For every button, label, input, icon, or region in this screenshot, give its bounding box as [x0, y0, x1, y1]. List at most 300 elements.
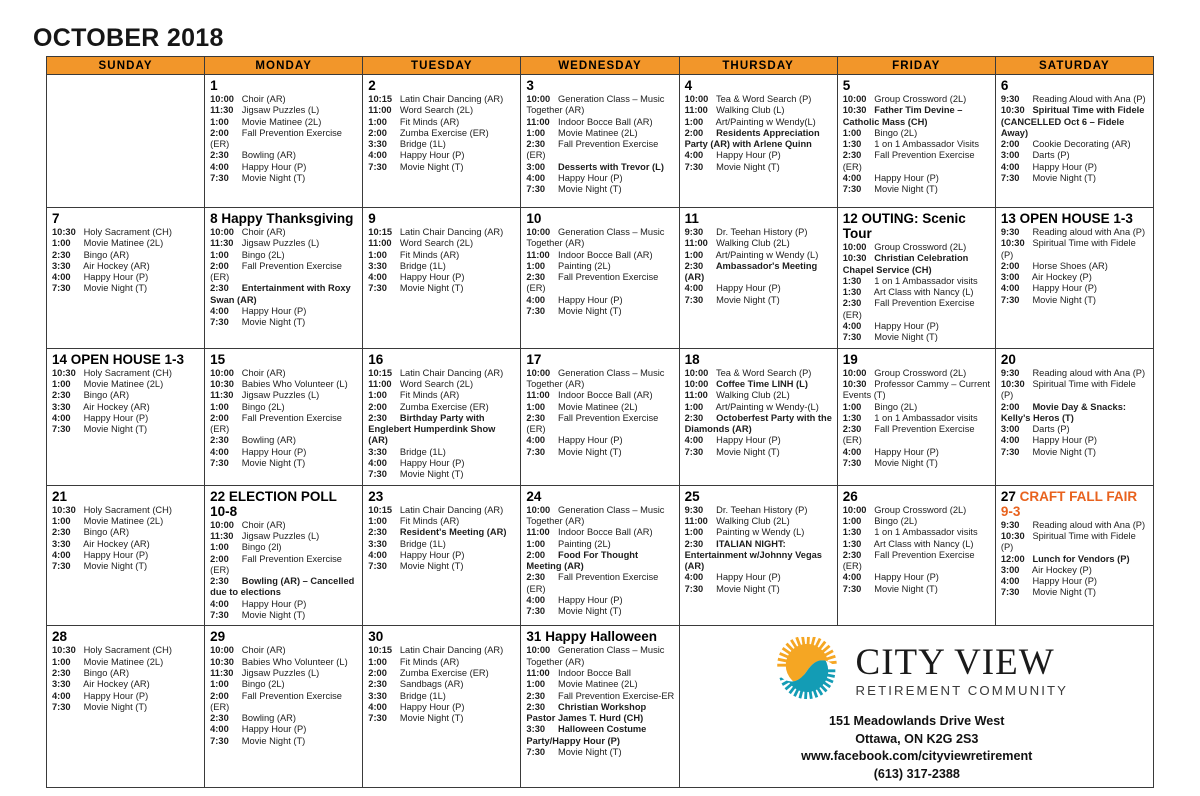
day-number: 6 — [1000, 78, 1009, 93]
event-item[interactable] — [210, 713, 358, 724]
event-item[interactable] — [210, 390, 358, 401]
event-item[interactable] — [526, 162, 674, 173]
day-cell-1[interactable] — [205, 75, 363, 208]
event-title: Cookie Decorating (AR) — [1032, 139, 1131, 150]
event-item[interactable] — [368, 447, 516, 458]
event-item[interactable] — [685, 283, 833, 294]
event-item[interactable] — [1001, 368, 1149, 379]
event-title: Happy Hour (P) — [83, 412, 149, 423]
event-item[interactable] — [210, 227, 358, 238]
event-item[interactable] — [1001, 139, 1149, 150]
event-title: Movie Night (T) — [558, 446, 622, 457]
event-item[interactable] — [1001, 295, 1149, 306]
event-item[interactable] — [52, 424, 200, 435]
event-item[interactable] — [210, 668, 358, 679]
event-item[interactable] — [368, 413, 516, 447]
event-time: 7:30 — [842, 583, 862, 594]
event-time: 4:00 — [368, 458, 387, 469]
event-item[interactable] — [685, 413, 833, 436]
event-item[interactable] — [526, 272, 674, 295]
event-item[interactable] — [210, 317, 358, 328]
event-item[interactable] — [368, 505, 516, 516]
event-item[interactable] — [526, 128, 674, 139]
event-item[interactable] — [52, 250, 200, 261]
event-item[interactable] — [52, 668, 200, 679]
event-title: Latin Chair Dancing (AR) — [399, 94, 504, 104]
event-time: 2:30 — [684, 412, 704, 423]
event-item[interactable] — [526, 139, 674, 162]
event-item[interactable] — [1001, 565, 1149, 576]
event-item[interactable] — [526, 368, 674, 391]
day-number: 20 — [1000, 351, 1016, 367]
event-item[interactable] — [685, 250, 833, 261]
event-title: Fall Prevention Exercise (ER) — [210, 690, 342, 712]
event-time: 1:00 — [684, 249, 704, 260]
day-cell-10[interactable] — [521, 208, 679, 349]
event-item[interactable] — [210, 447, 358, 458]
event-item[interactable] — [526, 295, 674, 306]
event-item[interactable] — [210, 128, 358, 151]
event-title: Choir (AR) — [241, 227, 286, 237]
event-time: 7:30 — [368, 469, 387, 480]
event-item[interactable] — [1001, 150, 1149, 161]
event-item[interactable] — [1001, 283, 1149, 294]
event-item[interactable] — [843, 150, 991, 173]
event-item[interactable] — [685, 227, 833, 238]
sunrise-logo-icon — [766, 634, 848, 707]
event-item[interactable] — [843, 253, 991, 276]
event-item[interactable] — [526, 550, 674, 573]
day-cell-6[interactable] — [995, 75, 1153, 208]
day-cell-8[interactable] — [205, 208, 363, 349]
event-item[interactable] — [526, 413, 674, 436]
event-time: 2:30 — [52, 390, 71, 401]
event-item[interactable] — [685, 435, 833, 446]
event-item[interactable] — [526, 724, 674, 747]
day-cell-23[interactable] — [363, 485, 521, 626]
event-item[interactable] — [210, 162, 358, 173]
event-time: 11:00 — [526, 390, 550, 401]
event-item[interactable] — [685, 379, 833, 390]
event-item[interactable] — [526, 184, 674, 195]
event-item[interactable] — [52, 550, 200, 561]
event-item[interactable] — [210, 173, 358, 184]
event-item[interactable] — [526, 606, 674, 617]
event-item[interactable] — [685, 390, 833, 401]
event-time: 7:30 — [210, 458, 229, 469]
day-number: 15 — [210, 351, 226, 367]
event-item[interactable] — [1001, 402, 1149, 425]
event-item[interactable] — [526, 117, 674, 128]
event-title: Coffee Time LINH (L) — [716, 378, 808, 389]
event-item[interactable] — [526, 173, 674, 184]
event-item[interactable] — [1001, 576, 1149, 587]
event-title: Movie Night (T) — [874, 458, 938, 469]
event-item[interactable] — [1001, 173, 1149, 184]
event-title: Fall Prevention Exercise (ER) — [526, 272, 659, 294]
event-item[interactable] — [210, 402, 358, 413]
event-item[interactable] — [210, 520, 358, 531]
day-cell-4[interactable] — [679, 75, 837, 208]
event-item[interactable] — [1001, 447, 1149, 458]
event-title: Indoor Bocce Ball — [558, 667, 631, 678]
event-time: 3:00 — [526, 161, 546, 172]
event-item[interactable] — [210, 306, 358, 317]
event-title: Walking Club (2L) — [716, 515, 790, 526]
event-item[interactable] — [368, 162, 516, 173]
calendar-week-row — [47, 485, 1154, 626]
event-item[interactable] — [843, 94, 991, 105]
event-item[interactable] — [368, 539, 516, 550]
event-item[interactable] — [526, 94, 674, 117]
event-item[interactable] — [526, 250, 674, 261]
event-item[interactable] — [526, 447, 674, 458]
event-item[interactable] — [526, 539, 674, 550]
event-time: 2:00 — [210, 553, 229, 564]
event-item[interactable] — [368, 402, 516, 413]
event-item[interactable] — [52, 238, 200, 249]
event-item[interactable] — [210, 554, 358, 577]
event-item[interactable] — [526, 402, 674, 413]
event-item[interactable] — [843, 505, 991, 516]
day-cell-15[interactable] — [205, 348, 363, 485]
event-item[interactable] — [526, 572, 674, 595]
event-title: Professor Cammy – Current Events (T) — [842, 378, 991, 401]
event-item[interactable] — [52, 272, 200, 283]
event-item[interactable] — [52, 527, 200, 538]
event-item[interactable] — [843, 413, 991, 424]
day-cell-9[interactable] — [363, 208, 521, 349]
day-cell-20[interactable] — [995, 348, 1153, 485]
event-item[interactable] — [526, 261, 674, 272]
event-title: Dr. Teehan History (P) — [716, 227, 808, 237]
event-item[interactable] — [210, 238, 358, 249]
day-cell-3[interactable] — [521, 75, 679, 208]
day-cell-30[interactable] — [363, 626, 521, 788]
event-item[interactable] — [52, 702, 200, 713]
event-item[interactable] — [843, 447, 991, 458]
event-item[interactable] — [843, 128, 991, 139]
event-time: 11:00 — [368, 378, 392, 389]
event-title: Residents Appreciation Party (AR) with Arlene Quinn — [684, 127, 820, 150]
event-item[interactable] — [843, 105, 991, 128]
event-item[interactable] — [52, 402, 200, 413]
event-item[interactable] — [526, 505, 674, 528]
day-cell-5[interactable] — [837, 75, 995, 208]
day-cell-29[interactable] — [205, 626, 363, 788]
event-item[interactable] — [210, 610, 358, 621]
event-item[interactable] — [1001, 379, 1149, 402]
event-item[interactable] — [210, 105, 358, 116]
event-item[interactable] — [1001, 238, 1149, 261]
event-item[interactable] — [685, 261, 833, 284]
event-item[interactable] — [843, 402, 991, 413]
event-title: Holy Sacrament (CH) — [83, 504, 172, 515]
day-cell-28[interactable] — [47, 626, 205, 788]
event-item[interactable] — [368, 379, 516, 390]
event-item[interactable] — [368, 561, 516, 572]
event-time: 7:30 — [526, 606, 546, 617]
event-item[interactable] — [368, 272, 516, 283]
event-item[interactable] — [685, 505, 833, 516]
event-item[interactable] — [843, 572, 991, 583]
event-item[interactable] — [52, 261, 200, 272]
event-item[interactable] — [685, 572, 833, 583]
event-item[interactable] — [685, 539, 833, 573]
event-title: Happy Hour (P) — [716, 150, 781, 161]
day-number: 24 — [526, 488, 542, 504]
event-item[interactable] — [52, 516, 200, 527]
event-item[interactable] — [210, 94, 358, 105]
event-item[interactable] — [210, 117, 358, 128]
event-item[interactable] — [210, 736, 358, 747]
event-item[interactable] — [685, 117, 833, 128]
event-item[interactable] — [210, 691, 358, 714]
event-item[interactable] — [210, 283, 358, 306]
event-item[interactable] — [1001, 554, 1149, 565]
event-item[interactable] — [210, 458, 358, 469]
event-item[interactable] — [52, 691, 200, 702]
event-item[interactable] — [368, 657, 516, 668]
event-title: Happy Hour (P) — [1032, 283, 1098, 294]
event-item[interactable] — [210, 576, 358, 599]
event-item[interactable] — [843, 242, 991, 253]
day-cell-2[interactable] — [363, 75, 521, 208]
event-item[interactable] — [843, 173, 991, 184]
event-item[interactable] — [368, 94, 516, 105]
event-item[interactable] — [1001, 162, 1149, 173]
event-item[interactable] — [685, 368, 833, 379]
event-item[interactable] — [843, 368, 991, 379]
event-title: Fall Prevention Exercise (ER) — [210, 260, 342, 283]
event-item[interactable] — [843, 276, 991, 287]
event-item[interactable] — [210, 379, 358, 390]
event-item[interactable] — [210, 250, 358, 261]
event-item[interactable] — [685, 150, 833, 161]
event-list — [210, 94, 358, 184]
event-time: 2:30 — [52, 249, 71, 260]
event-item[interactable] — [685, 105, 833, 116]
event-item[interactable] — [843, 379, 991, 402]
event-title: Painting (2L) — [558, 260, 611, 271]
event-item[interactable] — [210, 599, 358, 610]
event-item[interactable] — [526, 691, 674, 702]
event-item[interactable] — [685, 447, 833, 458]
event-item[interactable] — [368, 368, 516, 379]
day-cell-16[interactable] — [363, 348, 521, 485]
event-time: 3:00 — [1000, 564, 1020, 575]
day-cell-31[interactable] — [521, 626, 679, 788]
event-item[interactable] — [52, 505, 200, 516]
event-item[interactable] — [1001, 272, 1149, 283]
event-item[interactable] — [368, 238, 516, 249]
event-time: 2:30 — [368, 412, 387, 423]
event-item[interactable] — [210, 368, 358, 379]
day-cell-18[interactable] — [679, 348, 837, 485]
event-item[interactable] — [368, 390, 516, 401]
event-item[interactable] — [52, 657, 200, 668]
event-item[interactable] — [1001, 435, 1149, 446]
event-item[interactable] — [52, 227, 200, 238]
event-item[interactable] — [685, 128, 833, 151]
day-cell-25[interactable] — [679, 485, 837, 626]
day-cell-13[interactable] — [995, 208, 1153, 349]
event-item[interactable] — [368, 150, 516, 161]
event-item[interactable] — [526, 668, 674, 679]
event-item[interactable] — [368, 516, 516, 527]
event-item[interactable] — [685, 516, 833, 527]
event-item[interactable] — [843, 516, 991, 527]
event-list — [210, 368, 358, 470]
event-item[interactable] — [843, 321, 991, 332]
event-title: Happy Hour (P) — [399, 549, 465, 560]
event-item[interactable] — [52, 379, 200, 390]
event-item[interactable] — [526, 702, 674, 725]
event-item[interactable] — [843, 184, 991, 195]
day-cell-12[interactable] — [837, 208, 995, 349]
day-cell-17[interactable] — [521, 348, 679, 485]
event-item[interactable] — [843, 287, 991, 298]
event-item[interactable] — [52, 413, 200, 424]
event-item[interactable] — [1001, 520, 1149, 531]
event-time: 4:00 — [210, 598, 229, 609]
event-item[interactable] — [1001, 424, 1149, 435]
event-time: 1:00 — [52, 378, 71, 389]
event-item[interactable] — [843, 424, 991, 447]
event-item[interactable] — [526, 306, 674, 317]
event-item[interactable] — [1001, 227, 1149, 238]
event-item[interactable] — [210, 679, 358, 690]
event-item[interactable] — [1001, 531, 1149, 554]
event-item[interactable] — [685, 402, 833, 413]
event-item[interactable] — [368, 105, 516, 116]
event-item[interactable] — [368, 645, 516, 656]
event-item[interactable] — [843, 584, 991, 595]
day-cell-24[interactable] — [521, 485, 679, 626]
event-item[interactable] — [368, 458, 516, 469]
event-item[interactable] — [368, 679, 516, 690]
event-item[interactable] — [685, 584, 833, 595]
event-item[interactable] — [685, 295, 833, 306]
event-time: 1:00 — [368, 515, 387, 526]
event-item[interactable] — [843, 458, 991, 469]
facebook-link[interactable]: www.facebook.com/cityviewretirement — [801, 749, 1033, 764]
day-cell-22[interactable] — [205, 485, 363, 626]
event-title: Zumba Exercise (ER) — [399, 401, 489, 412]
event-time: 4:00 — [368, 701, 387, 712]
day-cell-26[interactable] — [837, 485, 995, 626]
event-item[interactable] — [210, 645, 358, 656]
event-item[interactable] — [368, 527, 516, 538]
event-item[interactable] — [1001, 261, 1149, 272]
event-item[interactable] — [368, 550, 516, 561]
event-item[interactable] — [526, 645, 674, 668]
event-item[interactable] — [685, 94, 833, 105]
day-cell-14[interactable] — [47, 348, 205, 485]
event-title: Art/Painting w Wendy (L) — [715, 249, 819, 260]
event-item[interactable] — [368, 139, 516, 150]
day-cell-19[interactable] — [837, 348, 995, 485]
event-item[interactable] — [1001, 105, 1149, 139]
event-list — [210, 227, 358, 329]
event-item[interactable] — [1001, 587, 1149, 598]
event-title: Movie Matinee (2L) — [83, 238, 164, 249]
event-item[interactable] — [685, 238, 833, 249]
event-item[interactable] — [210, 531, 358, 542]
event-item[interactable] — [526, 747, 674, 758]
event-time: 10:15 — [368, 367, 393, 378]
day-cell-7[interactable] — [47, 208, 205, 349]
event-time: 4:00 — [684, 435, 704, 446]
event-item[interactable] — [368, 250, 516, 261]
event-title: Bingo (2l) — [241, 542, 282, 553]
event-item[interactable] — [685, 162, 833, 173]
event-item[interactable] — [368, 713, 516, 724]
event-item[interactable] — [52, 645, 200, 656]
event-title: Air Hockey (AR) — [83, 679, 150, 690]
event-item[interactable] — [368, 691, 516, 702]
event-item[interactable] — [368, 128, 516, 139]
event-item[interactable] — [526, 527, 674, 538]
event-item[interactable] — [843, 139, 991, 150]
event-item[interactable] — [843, 527, 991, 538]
event-item[interactable] — [368, 283, 516, 294]
event-item[interactable] — [843, 539, 991, 550]
day-cell-11[interactable] — [679, 208, 837, 349]
event-time: 4:00 — [842, 321, 862, 332]
day-cell-21[interactable] — [47, 485, 205, 626]
event-item[interactable] — [368, 227, 516, 238]
event-time: 4:00 — [526, 173, 546, 184]
weekday-header-sunday: SUNDAY — [47, 57, 205, 75]
event-item[interactable] — [52, 679, 200, 690]
weekday-header-saturday: SATURDAY — [995, 57, 1153, 75]
event-item[interactable] — [526, 435, 674, 446]
event-list — [1001, 520, 1149, 599]
event-item[interactable] — [210, 724, 358, 735]
event-item[interactable] — [368, 469, 516, 480]
event-item[interactable] — [368, 261, 516, 272]
event-item[interactable] — [685, 527, 833, 538]
event-item[interactable] — [368, 668, 516, 679]
event-item[interactable] — [843, 550, 991, 573]
event-title: Movie Matinee (2L) — [83, 656, 164, 667]
event-item[interactable] — [52, 390, 200, 401]
event-item[interactable] — [210, 261, 358, 284]
event-item[interactable] — [210, 150, 358, 161]
event-item[interactable] — [526, 390, 674, 401]
event-item[interactable] — [210, 435, 358, 446]
event-item[interactable] — [526, 679, 674, 690]
event-item[interactable] — [526, 227, 674, 250]
event-item[interactable] — [843, 298, 991, 321]
event-item[interactable] — [210, 657, 358, 668]
event-item[interactable] — [52, 539, 200, 550]
event-time: 10:15 — [368, 645, 393, 656]
event-item[interactable] — [368, 702, 516, 713]
event-item[interactable] — [52, 283, 200, 294]
event-item[interactable] — [1001, 94, 1149, 105]
event-time: 2:30 — [526, 412, 546, 423]
event-item[interactable] — [526, 595, 674, 606]
event-item[interactable] — [368, 117, 516, 128]
day-cell-27[interactable] — [995, 485, 1153, 626]
event-item[interactable] — [52, 368, 200, 379]
event-item[interactable] — [843, 332, 991, 343]
event-item[interactable] — [52, 561, 200, 572]
event-item[interactable] — [210, 413, 358, 436]
event-item[interactable] — [210, 542, 358, 553]
